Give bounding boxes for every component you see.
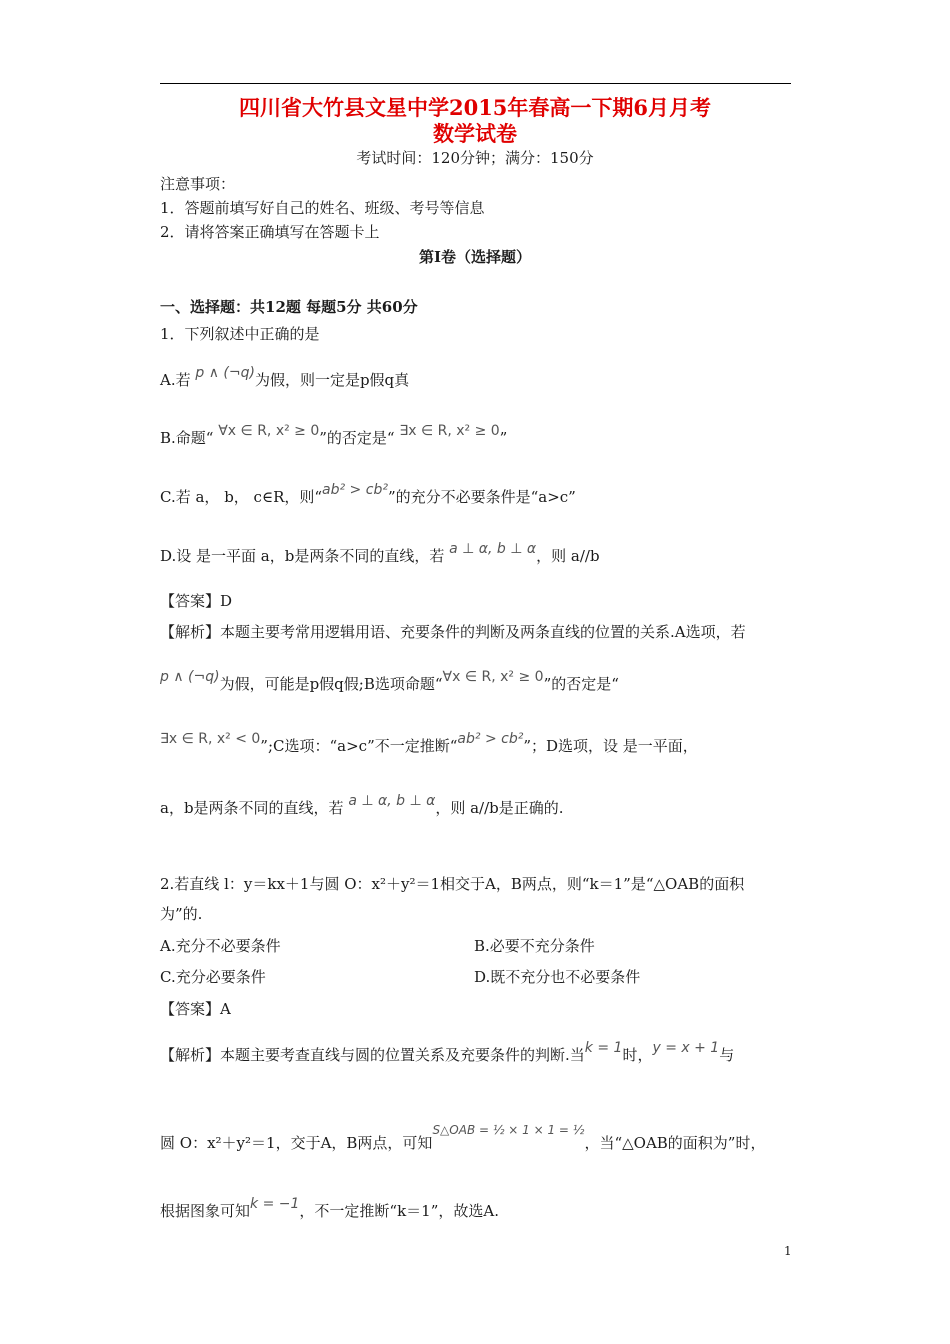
q1-analysis-line-4 xyxy=(160,793,564,819)
q1-an-formula-1: p ∧ (¬q) xyxy=(160,669,220,685)
q1-an-formula-5: a ⊥ α, b ⊥ α xyxy=(348,793,436,809)
q2-stem-line-1: 2.若直线 l：y＝kx＋1与圆 O：x²＋y²＝1相交于A，B两点，则“k＝1”是“△OAB的面积 xyxy=(160,875,745,893)
page-number: 1 xyxy=(784,1244,792,1258)
q1-option-b xyxy=(160,423,508,449)
header-rule xyxy=(160,83,791,84)
q1-d-post: ，则 a//b xyxy=(536,547,600,565)
q1-d-pre: D.设 是一平面 a，b是两条不同的直线，若 xyxy=(160,547,450,565)
q1-option-a xyxy=(160,365,410,391)
q1-option-c xyxy=(160,482,576,508)
volume-title: 第I卷（选择题） xyxy=(418,248,532,266)
q1-analysis-line-2 xyxy=(160,669,619,695)
q2-an-text-6: 根据图象可知 xyxy=(160,1202,251,1220)
q2-stem-line-2: 为”的. xyxy=(160,905,203,923)
q1-an-text-2: ”的否定是“ xyxy=(543,675,619,693)
q1-b-mid: ”的否定是“ xyxy=(319,429,400,447)
q2-an-text-3: 与 xyxy=(719,1046,735,1064)
q1-c-pre: C.若 a， b， c∈R，则“ xyxy=(160,488,323,506)
q2-an-text-2: 时， xyxy=(622,1046,653,1064)
q2-an-formula-1: k = 1 xyxy=(584,1040,623,1056)
notice-item-2: 2．请将答案正确填写在答题卡上 xyxy=(160,223,380,241)
q1-c-post: ”的充分不必要条件是“a>c” xyxy=(387,488,576,506)
exam-info: 考试时间：120分钟；满分：150分 xyxy=(356,149,594,167)
q2-analysis-line-3 xyxy=(160,1196,499,1222)
q1-option-d xyxy=(160,541,600,567)
q2-analysis-line-1 xyxy=(160,1040,735,1066)
q1-analysis-line-1: 【解析】本题主要考常用逻辑用语、充要条件的判断及两条直线的位置的关系.A选项，若 xyxy=(160,623,746,641)
notice-heading: 注意事项： xyxy=(160,175,236,193)
section-title: 一、选择题：共12题 每题5分 共60分 xyxy=(160,298,418,316)
q2-an-formula-2: y = x + 1 xyxy=(652,1040,720,1056)
q2-an-text-4: 圆 O：x²＋y²＝1，交于A，B两点，可知 xyxy=(160,1134,433,1152)
q1-a-pre: A.若 xyxy=(160,371,196,389)
q1-an-text-3: ”;C选项：“a>c”不一定推断“ xyxy=(260,737,458,755)
q1-stem: 1．下列叙述中正确的是 xyxy=(160,325,320,343)
q1-c-formula: ab² > cb² xyxy=(322,482,388,498)
q1-an-text-1: 为假，可能是p假q假;B选项命题“ xyxy=(219,675,443,693)
q2-option-c: C.充分必要条件 xyxy=(160,968,266,986)
q2-an-formula-4: k = −1 xyxy=(250,1196,300,1212)
q1-a-formula: p ∧ (¬q) xyxy=(195,365,255,381)
q2-answer: 【答案】A xyxy=(160,1000,231,1018)
title-line-2: 数学试卷 xyxy=(433,121,517,146)
q2-option-a: A.充分不必要条件 xyxy=(160,937,281,955)
q2-an-text-1: 【解析】本题主要考查直线与圆的位置关系及充要条件的判断.当 xyxy=(160,1046,585,1064)
q1-a-post: 为假，则一定是p假q真 xyxy=(254,371,410,389)
q2-an-text-5: ，当“△OAB的面积为”时， xyxy=(584,1134,766,1152)
q1-b-formula-2: ∃x ∈ R, x² ≥ 0 xyxy=(399,423,500,439)
q1-b-formula-1: ∀x ∈ R, x² ≥ 0 xyxy=(218,423,320,439)
q1-d-formula: a ⊥ α, b ⊥ α xyxy=(449,541,537,557)
q1-an-text-5: a，b是两条不同的直线，若 xyxy=(160,799,349,817)
q1-an-text-4: ”；D选项，设 是一平面， xyxy=(523,737,698,755)
q1-an-text-6: ，则 a//b是正确的. xyxy=(435,799,564,817)
q1-b-post: ” xyxy=(499,429,508,447)
q1-an-formula-4: ab² > cb² xyxy=(457,731,524,747)
q1-an-formula-3: ∃x ∈ R, x² < 0 xyxy=(160,731,261,747)
q1-b-pre: B.命题“ xyxy=(160,429,219,447)
q2-an-text-7: ，不一定推断“k＝1”，故选A. xyxy=(299,1202,499,1220)
q1-an-formula-2: ∀x ∈ R, x² ≥ 0 xyxy=(442,669,544,685)
q1-analysis-line-3 xyxy=(160,731,698,757)
notice-item-1: 1．答题前填写好自己的姓名、班级、考号等信息 xyxy=(160,199,485,217)
q2-option-b: B.必要不充分条件 xyxy=(474,937,595,955)
q1-answer: 【答案】D xyxy=(160,592,233,610)
title-line-1: 四川省大竹县文星中学2015年春高一下期6月月考 xyxy=(238,95,712,120)
q2-an-formula-3: S△OAB = ½ × 1 × 1 = ½ xyxy=(432,1123,585,1137)
q2-option-d: D.既不充分也不必要条件 xyxy=(474,968,641,986)
